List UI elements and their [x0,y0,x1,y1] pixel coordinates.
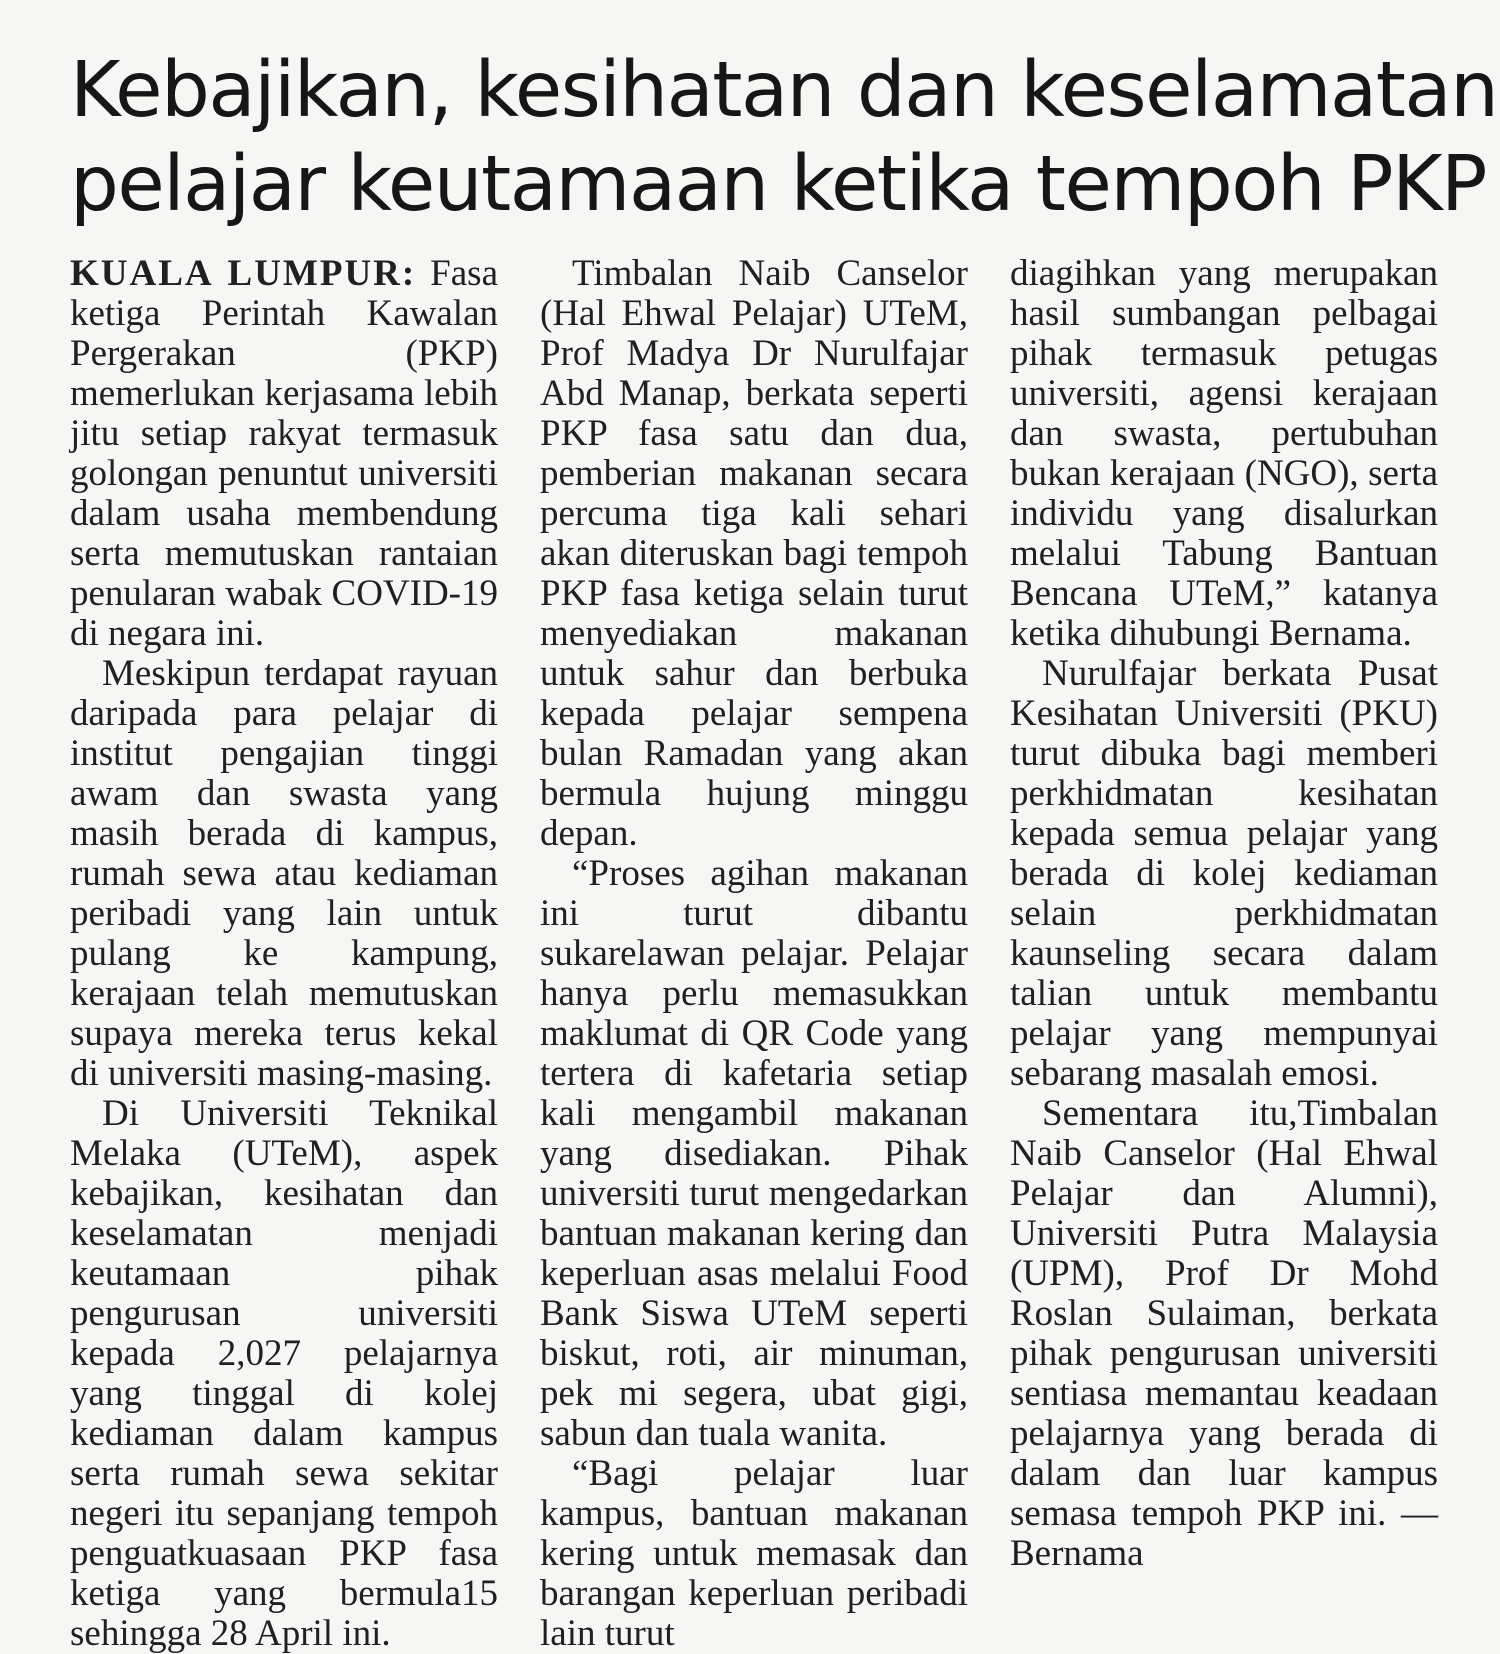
paragraph: Sementara itu,Timbalan Naib Canselor (Hal Ehwal Pelajar dan Alumni), Universiti Putra Malaysia (UPM), Prof Dr Mohd Roslan Sulaiman, berkata pihak pengurusan universiti sentiasa memantau keadaan pelajarnya yang berada di dalam dan luar kampus semasa tempoh PKP ini. — Bernama [1010,1093,1438,1574]
paragraph: Meskipun terdapat rayuan daripada para pelajar di institut pengajian tinggi awam dan swasta yang masih berada di kampus, rumah sewa atau kediaman peribadi yang lain untuk pulang ke kampung, kerajaan telah memutuskan supaya mereka terus kekal di universiti masing-masing. [70,653,498,1094]
headline [70,44,1498,232]
article-columns [70,254,1438,1654]
column-3 [1010,254,1438,1654]
paragraph: diagihkan yang merupakan hasil sumbangan pelbagai pihak termasuk petugas universiti, agensi kerajaan dan swasta, pertubuhan bukan kerajaan (NGO), serta individu yang disalurkan melalui Tabung Bantuan Bencana UTeM,” katanya ketika dihubungi Bernama. [1010,253,1438,654]
paragraph: Timbalan Naib Canselor (Hal Ehwal Pelajar) UTeM, Prof Madya Dr Nurulfajar Abd Manap, berkata seperti PKP fasa satu dan dua, pemberian makanan secara percuma tiga kali sehari akan diteruskan bagi tempoh PKP fasa ketiga selain turut menyediakan makanan untuk sahur dan berbuka kepada pelajar sempena bulan Ramadan yang akan bermula hujung minggu depan. [540,253,968,854]
column-2 [540,254,968,1654]
paragraph: “Bagi pelajar luar kampus, bantuan makanan kering untuk memasak dan barangan keperluan peribadi lain turut [540,1453,968,1654]
paragraph-text: Fasa ketiga Perintah Kawalan Pergerakan (PKP) memerlukan kerjasama lebih jitu setiap rakyat termasuk golongan penuntut universiti dalam usaha membendung serta memutuskan rantaian penularan wabak COVID-19 di negara ini. [70,253,498,654]
paragraph [70,254,498,654]
dateline: KUALA LUMPUR: [70,253,417,294]
headline-line-1: Kebajikan, kesihatan dan keselamatan [70,46,1498,135]
column-1 [70,254,498,1654]
paragraph: Di Universiti Teknikal Melaka (UTeM), aspek kebajikan, kesihatan dan keselamatan menjadi keutamaan pihak pengurusan universiti kepada 2,027 pelajarnya yang tinggal di kolej kediaman dalam kampus serta rumah sewa sekitar negeri itu sepanjang tempoh penguatkuasaan PKP fasa ketiga yang bermula15 sehingga 28 April ini. [70,1093,498,1654]
headline-line-2: pelajar keutamaan ketika tempoh PKP [70,140,1486,229]
paragraph: “Proses agihan makanan ini turut dibantu sukarelawan pelajar. Pelajar hanya perlu memasukkan maklumat di QR Code yang tertera di kafetaria setiap kali mengambil makanan yang disediakan. Pihak universiti turut mengedarkan bantuan makanan kering dan keperluan asas melalui Food Bank Siswa UTeM seperti biskut, roti, air minuman, pek mi segera, ubat gigi, sabun dan tuala wanita. [540,853,968,1454]
paragraph: Nurulfajar berkata Pusat Kesihatan Universiti (PKU) turut dibuka bagi memberi perkhidmatan kesihatan kepada semua pelajar yang berada di kolej kediaman selain perkhidmatan kaunseling secara dalam talian untuk membantu pelajar yang mempunyai sebarang masalah emosi. [1010,653,1438,1094]
